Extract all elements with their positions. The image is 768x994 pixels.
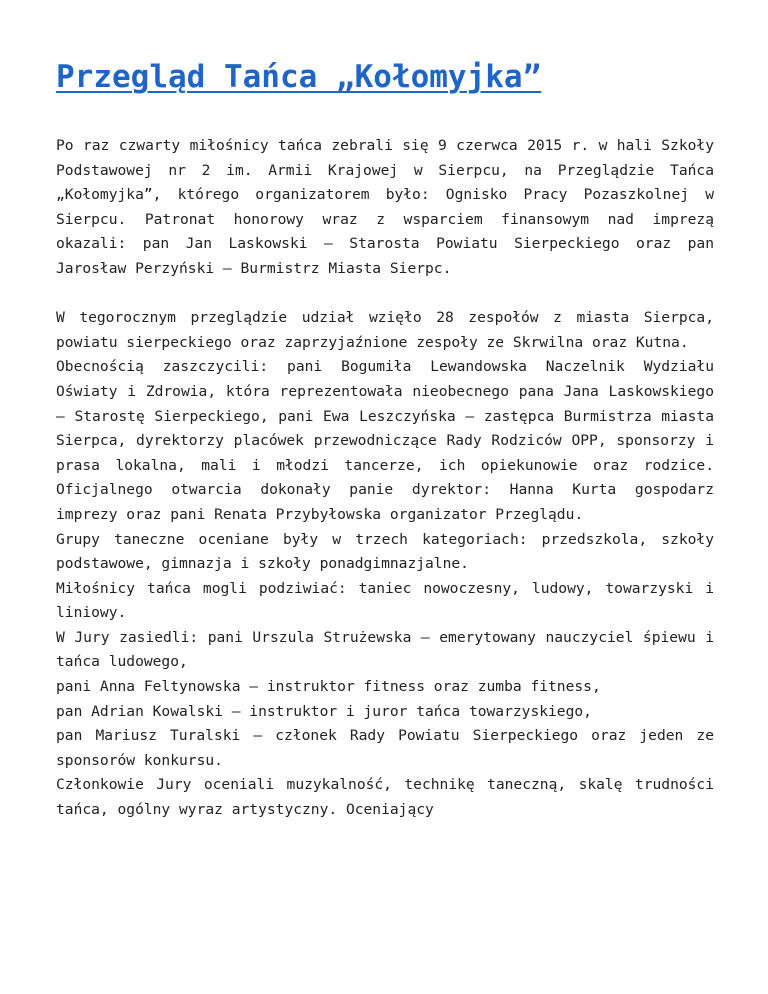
paragraph-intro: Po raz czwarty miłośnicy tańca zebrali się 9 czerwca 2015 r. w hali Szkoły Podstawowej nr 2 im. Armii Krajowej w Sierpcu, na Przeglądzie Tańca „Kołomyjka”, którego organizatorem było: Ognisko Pracy Pozaszkolnej w Sierpcu. Patronat honorowy wraz z wsparciem finansowym nad imprezą okazali: pan Jan Laskowski – Starosta Powiatu Sierpeckiego oraz pan Jarosław Perzyński – Burmistrz Miasta Sierpc. [56, 137, 714, 277]
paragraph-categories: Grupy taneczne oceniane były w trzech kategoriach: przedszkola, szkoły podstawowe, gimnazja i szkoły ponadgimnazjalne. [56, 530, 714, 573]
paragraph-dance-styles: Miłośnicy tańca mogli podziwiać: taniec nowoczesny, ludowy, towarzyski i liniowy. [56, 579, 714, 622]
article-title-link[interactable]: Przegląd Tańca „Kołomyjka” [56, 59, 542, 95]
article-body [56, 134, 714, 823]
paragraph-jury-member-4: pan Mariusz Turalski – członek Rady Powiatu Sierpeckiego oraz jeden ze sponsorów konkursu. [56, 727, 714, 769]
paragraph-jury-member-2: pani Anna Feltynowska – instruktor fitness oraz zumba fitness, [56, 678, 601, 696]
paragraph-guests: Obecnością zaszczycili: pani Bogumiła Lewandowska Naczelnik Wydziału Oświaty i Zdrowia, która reprezentowała nieobecnego pana Jana Laskowskiego – Starostę Sierpeckiego, pani Ewa Leszczyńska – zastępca Burmistrza miasta Sierpca, dyrektorzy placówek przewodniczące Rady Rodziców OPP, sponsorzy i prasa lokalna, mali i młodzi tancerze, ich opiekunowie oraz rodzice. Oficjalnego otwarcia dokonały panie dyrektor: Hanna Kurta gospodarz imprezy oraz pani Renata Przybyłowska organizator Przeglądu. [56, 358, 714, 523]
paragraph-participants: W tegorocznym przeglądzie udział wzięło 28 zespołów z miasta Sierpca, powiatu sierpeckiego oraz zaprzyjaźnione zespoły ze Skrwilna oraz Kutna. [56, 309, 714, 351]
paragraph-jury-criteria: Członkowie Jury oceniali muzykalność, technikę taneczną, skalę trudności tańca, ogólny wyraz artystyczny. Oceniający [56, 776, 714, 819]
paragraph-jury-member-3: pan Adrian Kowalski – instruktor i juror tańca towarzyskiego, [56, 702, 592, 720]
paragraph-jury-intro: W Jury zasiedli: pani Urszula Strużewska – emerytowany nauczyciel śpiewu i tańca ludowego, [56, 628, 714, 671]
article [56, 0, 714, 823]
